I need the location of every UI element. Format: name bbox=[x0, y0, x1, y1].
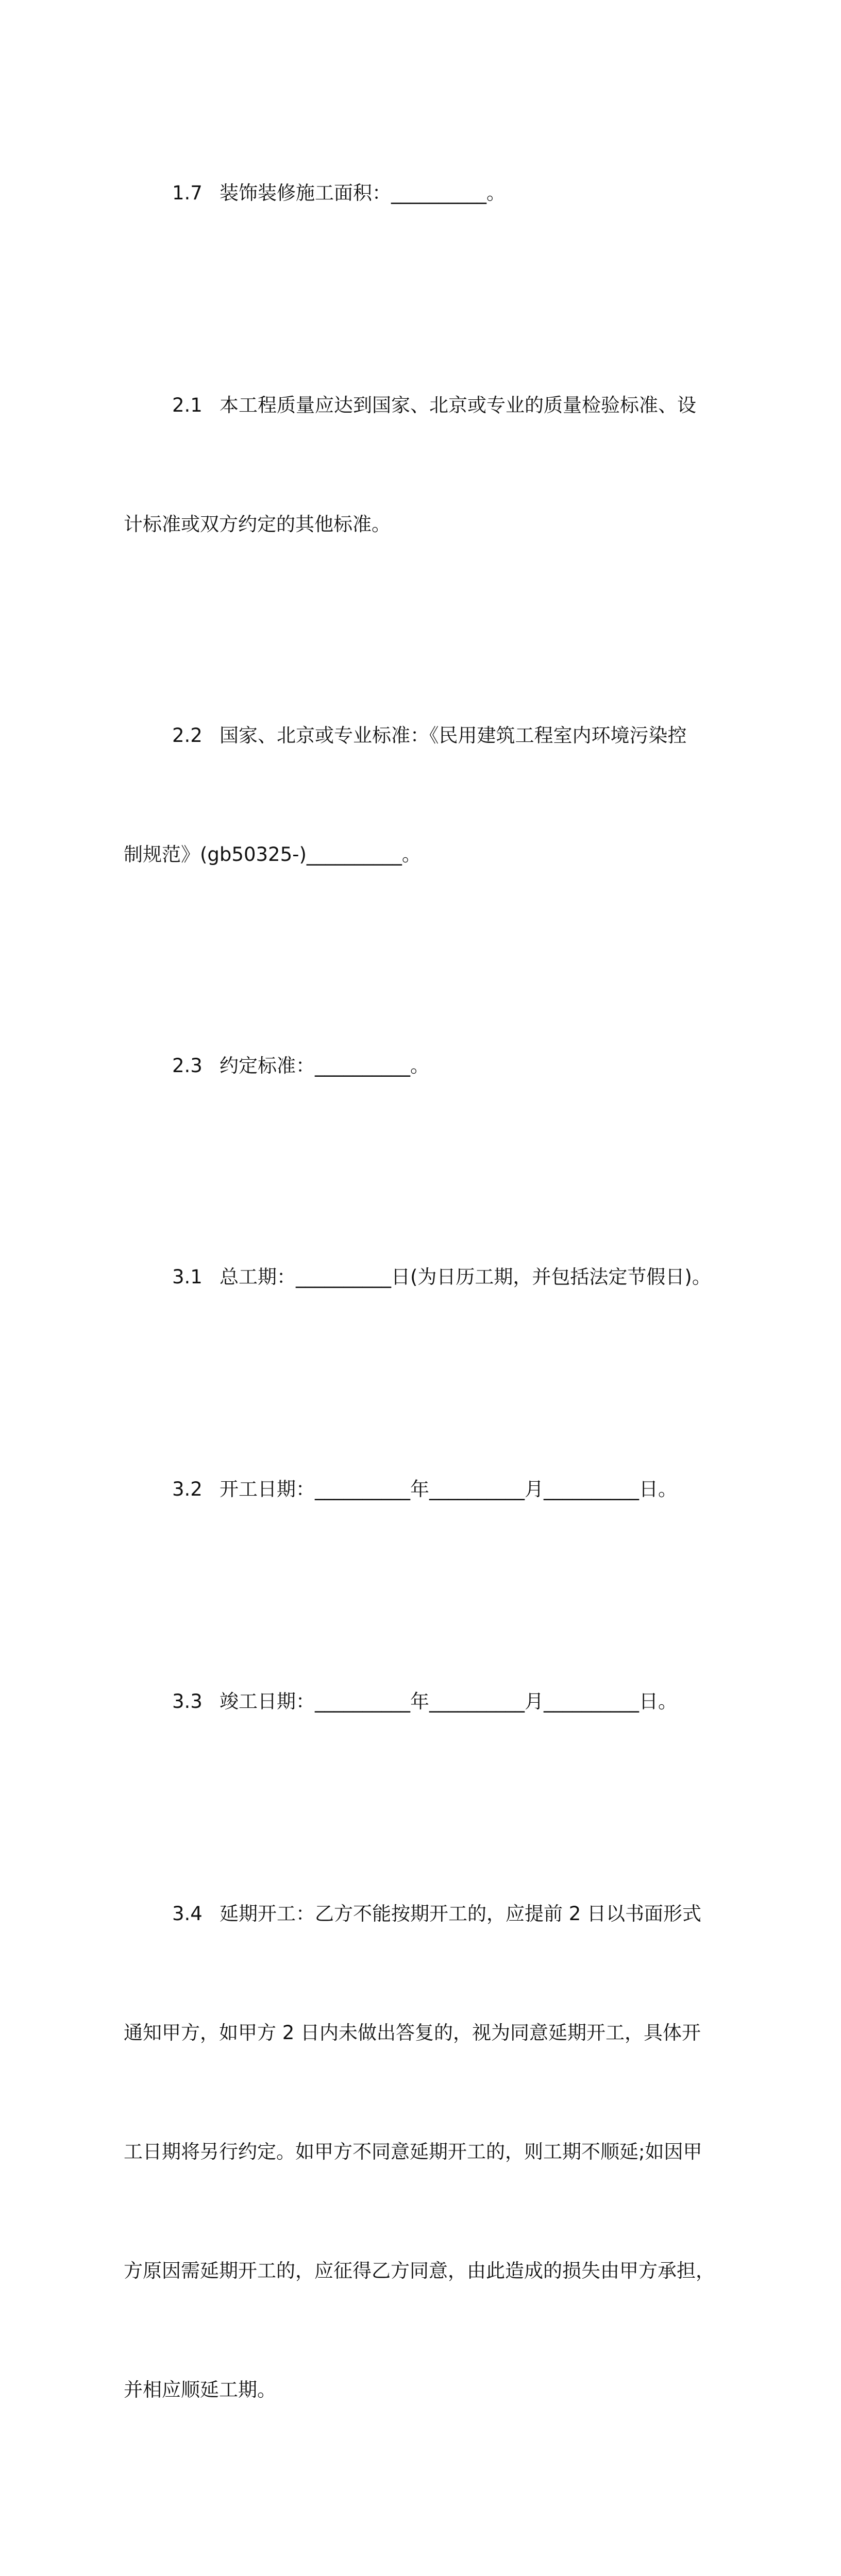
clause-number: 3.4 bbox=[172, 1903, 203, 1925]
clause-number: 1.7 bbox=[172, 182, 203, 204]
document-body bbox=[124, 94, 724, 2576]
clause-text-line: 计标准或双方约定的其他标准。 bbox=[124, 513, 391, 535]
clause-3-1 bbox=[124, 1178, 724, 1376]
clause-3-5 bbox=[124, 2503, 724, 2576]
clause-1-7 bbox=[124, 94, 724, 292]
clause-text-line: 约定标准：__________。 bbox=[220, 1055, 429, 1077]
clause-text-line: 总工期：__________日(为日历工期，并包括法定节假日)。 bbox=[220, 1266, 711, 1288]
clause-number: 3.2 bbox=[172, 1478, 203, 1500]
clause-number: 2.1 bbox=[172, 394, 203, 416]
clause-2-2 bbox=[124, 636, 724, 954]
clause-text-line: 制规范》(gb50325-)__________。 bbox=[124, 843, 421, 866]
clause-number: 2.2 bbox=[172, 724, 203, 747]
clause-text-line: 国家、北京或专业标准：《民用建筑工程室内环境污染控 bbox=[220, 724, 687, 747]
clause-text-line: 装饰装修施工面积：__________。 bbox=[220, 182, 506, 204]
clause-3-3 bbox=[124, 1602, 724, 1801]
clause-text-line: 竣工日期：__________年__________月__________日。 bbox=[220, 1690, 677, 1713]
clause-text-line: 开工日期：__________年__________月__________日。 bbox=[220, 1478, 677, 1500]
clause-3-2 bbox=[124, 1390, 724, 1588]
clause-3-4 bbox=[124, 1815, 724, 2489]
clause-text-line: 工日期将另行约定。如甲方不同意延期开工的，则工期不顺延;如因甲 bbox=[124, 2141, 702, 2163]
clause-text-line: 并相应顺延工期。 bbox=[124, 2379, 276, 2401]
clause-text-line: 本工程质量应达到国家、北京或专业的质量检验标准、设 bbox=[220, 394, 696, 416]
clause-number: 3.1 bbox=[172, 1266, 203, 1288]
clause-text-line: 通知甲方，如甲方 2 日内未做出答复的，视为同意延期开工，具体开 bbox=[124, 2022, 701, 2044]
clause-text-line: 延期开工：乙方不能按期开工的，应提前 2 日以书面形式 bbox=[220, 1903, 702, 1925]
clause-2-1 bbox=[124, 306, 724, 623]
clause-2-3 bbox=[124, 967, 724, 1165]
clause-number: 2.3 bbox=[172, 1055, 203, 1077]
clause-number: 3.3 bbox=[172, 1690, 203, 1713]
clause-text-line: 方原因需延期开工的，应征得乙方同意，由此造成的损失由甲方承担， bbox=[124, 2260, 715, 2282]
